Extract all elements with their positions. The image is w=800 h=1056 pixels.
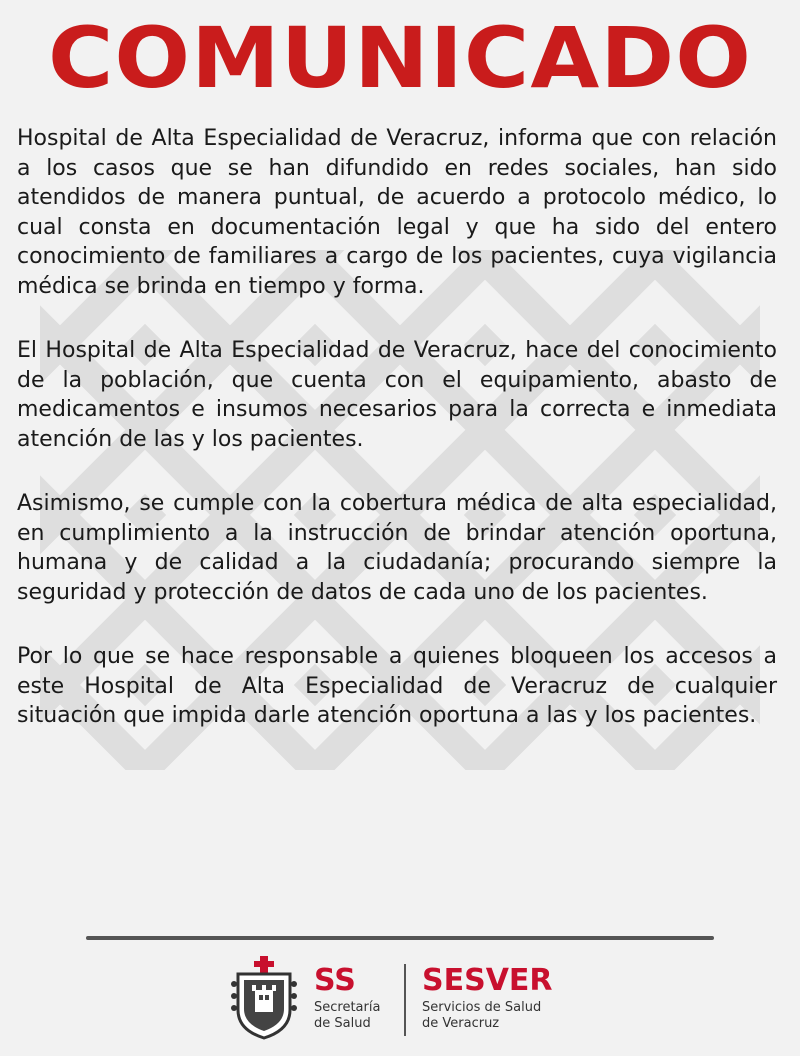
logo-separator <box>404 964 406 1036</box>
ss-name-line1: Secretaría <box>314 1000 381 1015</box>
sesver-abbreviation: SESVER <box>422 963 553 998</box>
sesver-name-line2: de Veracruz <box>422 1016 500 1031</box>
ss-logo <box>314 963 400 1032</box>
footer-divider <box>86 936 714 940</box>
ss-name-line2: de Salud <box>314 1016 371 1031</box>
statement-body <box>17 124 777 766</box>
ss-abbreviation: SS <box>314 963 356 998</box>
veracruz-coat-of-arms-icon <box>228 954 300 1040</box>
footer-logos <box>0 952 800 1042</box>
paragraph-1: Hospital de Alta Especialidad de Veracruz, informa que con relación a los casos que se han difundido en redes sociales, han sido atendidos de manera puntual, de acuerdo a protocolo médico, lo cual consta en documentación legal y que ha sido del entero conocimiento de familiares a cargo de los pacientes, cuya vigilancia médica se brinda en tiempo y forma. <box>17 126 777 299</box>
paragraph-4: Por lo que se hace responsable a quienes bloqueen los accesos a este Hospital de Alta Especialidad de Veracruz de cualquier situación que impida darle atención oportuna a las y los pacientes. <box>17 644 777 728</box>
sesver-name-line1: Servicios de Salud <box>422 1000 542 1015</box>
page-title: COMUNICADO <box>47 9 753 107</box>
paragraph-3: Asimismo, se cumple con la cobertura médica de alta especialidad, en cumplimiento a la instrucción de brindar atención oportuna, humana y de calidad a la ciudadanía; procurando siempre la seguridad y protección de datos de cada uno de los pacientes. <box>17 491 777 605</box>
paragraph-2: El Hospital de Alta Especialidad de Veracruz, hace del conocimiento de la población, que cuenta con el equipamiento, abasto de medicamentos e insumos necesarios para la correcta e inmediata atención de las y los pacientes. <box>17 338 777 452</box>
sesver-logo <box>422 963 592 1032</box>
